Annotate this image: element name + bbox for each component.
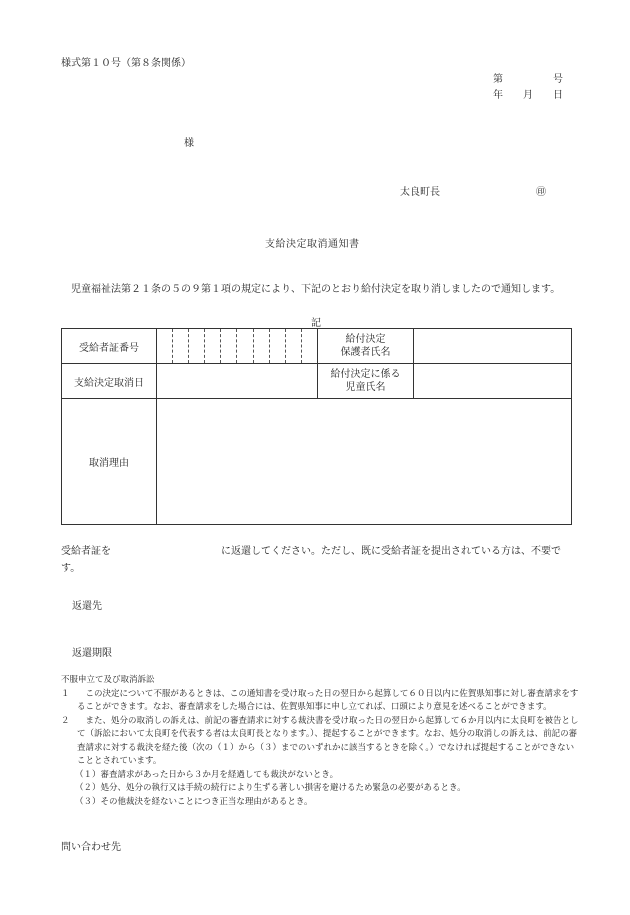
cancellation-date-field[interactable]: [157, 364, 318, 399]
number-line: 第 号: [493, 74, 563, 85]
addressee-honorific: 様: [184, 138, 194, 149]
details-table: [61, 328, 572, 525]
note-number: １: [61, 688, 70, 699]
date-line: 年 月 日: [493, 90, 563, 101]
cancellation-reason-label: 取消理由: [62, 399, 157, 525]
note-sub-item: （２）処分、処分の執行又は手続の続行により生ずる著しい損害を避けるため緊急の必要があるとき。: [75, 783, 466, 793]
document-title: 支給決定取消通知書: [265, 239, 360, 250]
ki-label: 記: [311, 318, 321, 329]
note-text: また、処分の取消しの訴えは、前記の審査請求に対する裁決書を受け取った日の翌日から起算して６か月以内に太良町を被告として（訴訟において太良町を代表する者は太良町長となります。）、提起することができます。なお、処分の取消しの訴えは、前記の審査請求に対する裁決を経た後（次の（１）から（３）までのいずれかに該当するときを除く。）でなければ提起することができないこととされています。: [77, 715, 579, 766]
cancellation-date-label: 支給決定取消日: [62, 364, 157, 399]
note-sub-item: （１）審査請求があった日から３か月を経過しても裁決がないとき。: [75, 769, 339, 780]
form-label: 様式第１０号（第８条関係）: [61, 58, 191, 69]
certificate-number-boxes[interactable]: [157, 329, 318, 364]
certificate-number-label: 受給者証番号: [62, 329, 157, 364]
return-deadline-label: 返還期限: [72, 648, 112, 659]
return-to-label: 返還先: [72, 601, 102, 612]
note-text: この決定について不服があるときは、この通知書を受け取った日の翌日から起算して６０日以内に佐賀県知事に対し審査請求をすることができます。なお、審査請求をした場合には、佐賀県知事に申し立てれば、口頭により意見を述べることができます。: [77, 688, 579, 712]
child-name-field[interactable]: [414, 364, 572, 399]
body-text: 児童福祉法第２１条の５の９第１項の規定により、下記のとおり給付決定を取り消しましたので通知します。: [61, 284, 561, 295]
note-number: ２: [61, 715, 70, 726]
issuer-name: 太良町長: [400, 187, 440, 198]
cancellation-reason-field[interactable]: [157, 399, 572, 525]
note-sub-item: （３）その他裁決を経ないことにつき正当な理由があるとき。: [75, 796, 313, 807]
contact-label: 問い合わせ先: [61, 842, 121, 853]
child-name-label: 給付決定に係る 児童氏名: [318, 364, 414, 399]
seal-mark: ㊞: [536, 187, 546, 198]
notes-heading: 不服申立て及び取消訴訟: [61, 675, 155, 685]
appeal-notes: [61, 674, 581, 809]
return-text: 受給者証を に返還してください。ただし、既に受給者証を提出されている方は、不要です。: [61, 546, 561, 574]
note-item: [61, 688, 581, 715]
guardian-name-label: 給付決定 保護者氏名: [318, 329, 414, 364]
guardian-name-field[interactable]: [414, 329, 572, 364]
note-item: [61, 715, 581, 769]
